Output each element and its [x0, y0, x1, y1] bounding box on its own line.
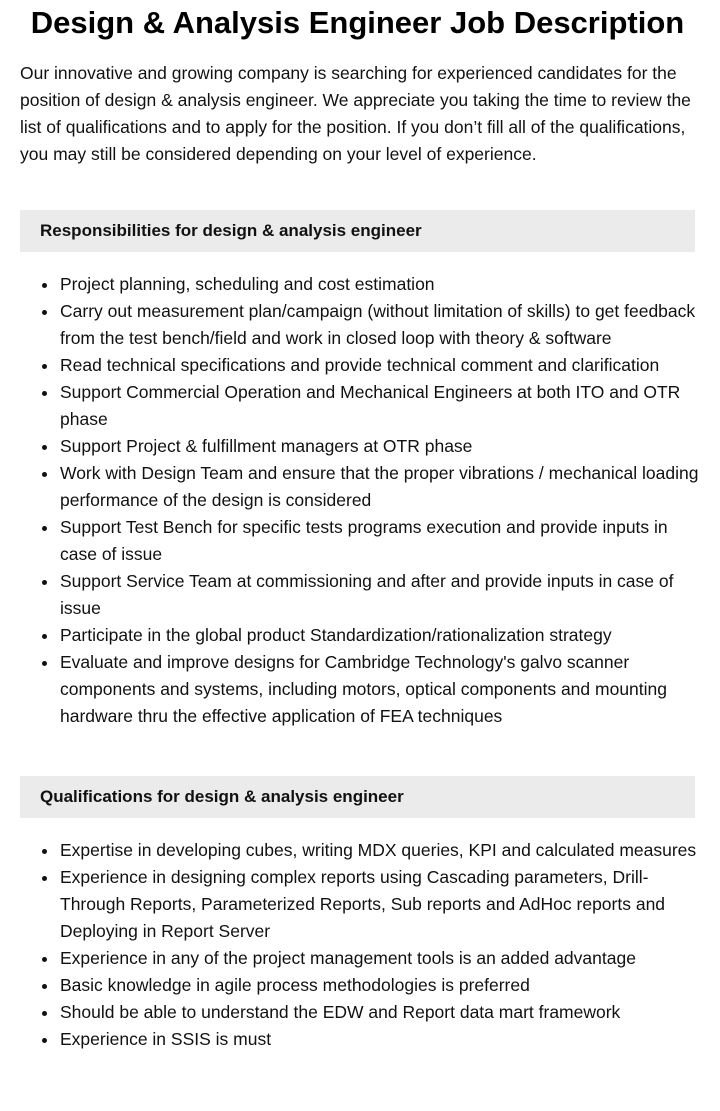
list-item: Support Commercial Operation and Mechanical Engineers at both ITO and OTR phase	[60, 379, 700, 433]
list-item: Experience in SSIS is must	[60, 1026, 700, 1053]
qualifications-heading: Qualifications for design & analysis engineer	[20, 776, 695, 818]
responsibilities-heading: Responsibilities for design & analysis engineer	[20, 210, 695, 252]
list-item: Carry out measurement plan/campaign (without limitation of skills) to get feedback from the test bench/field and work in closed loop with theory & software	[60, 298, 700, 352]
list-item: Experience in any of the project management tools is an added advantage	[60, 945, 700, 972]
list-item: Participate in the global product Standardization/rationalization strategy	[60, 622, 700, 649]
list-item: Read technical specifications and provide technical comment and clarification	[60, 352, 700, 379]
intro-paragraph: Our innovative and growing company is searching for experienced candidates for the position of design & analysis engineer. We appreciate you taking the time to review the list of qualifications and to apply for the position. If you don’t fill all of the qualifications, you may still be considered depending on your level of experience.	[20, 63, 691, 164]
list-item: Project planning, scheduling and cost estimation	[60, 271, 700, 298]
list-item: Work with Design Team and ensure that the proper vibrations / mechanical loading performance of the design is considered	[60, 460, 700, 514]
list-item: Support Service Team at commissioning and after and provide inputs in case of issue	[60, 568, 700, 622]
list-item: Expertise in developing cubes, writing MDX queries, KPI and calculated measures	[60, 837, 700, 864]
list-item: Should be able to understand the EDW and Report data mart framework	[60, 999, 700, 1026]
list-item: Support Test Bench for specific tests programs execution and provide inputs in case of issue	[60, 514, 700, 568]
page-title: Design & Analysis Engineer Job Description	[30, 5, 685, 40]
qualifications-list	[20, 837, 700, 1053]
list-item: Support Project & fulfillment managers at OTR phase	[60, 433, 700, 460]
list-item: Basic knowledge in agile process methodologies is preferred	[60, 972, 700, 999]
responsibilities-list	[20, 271, 700, 730]
list-item: Evaluate and improve designs for Cambridge Technology's galvo scanner components and systems, including motors, optical components and mounting hardware thru the effective application of FEA techniques	[60, 649, 700, 730]
list-item: Experience in designing complex reports using Cascading parameters, Drill-Through Reports, Parameterized Reports, Sub reports and AdHoc reports and Deploying in Report Server	[60, 864, 700, 945]
